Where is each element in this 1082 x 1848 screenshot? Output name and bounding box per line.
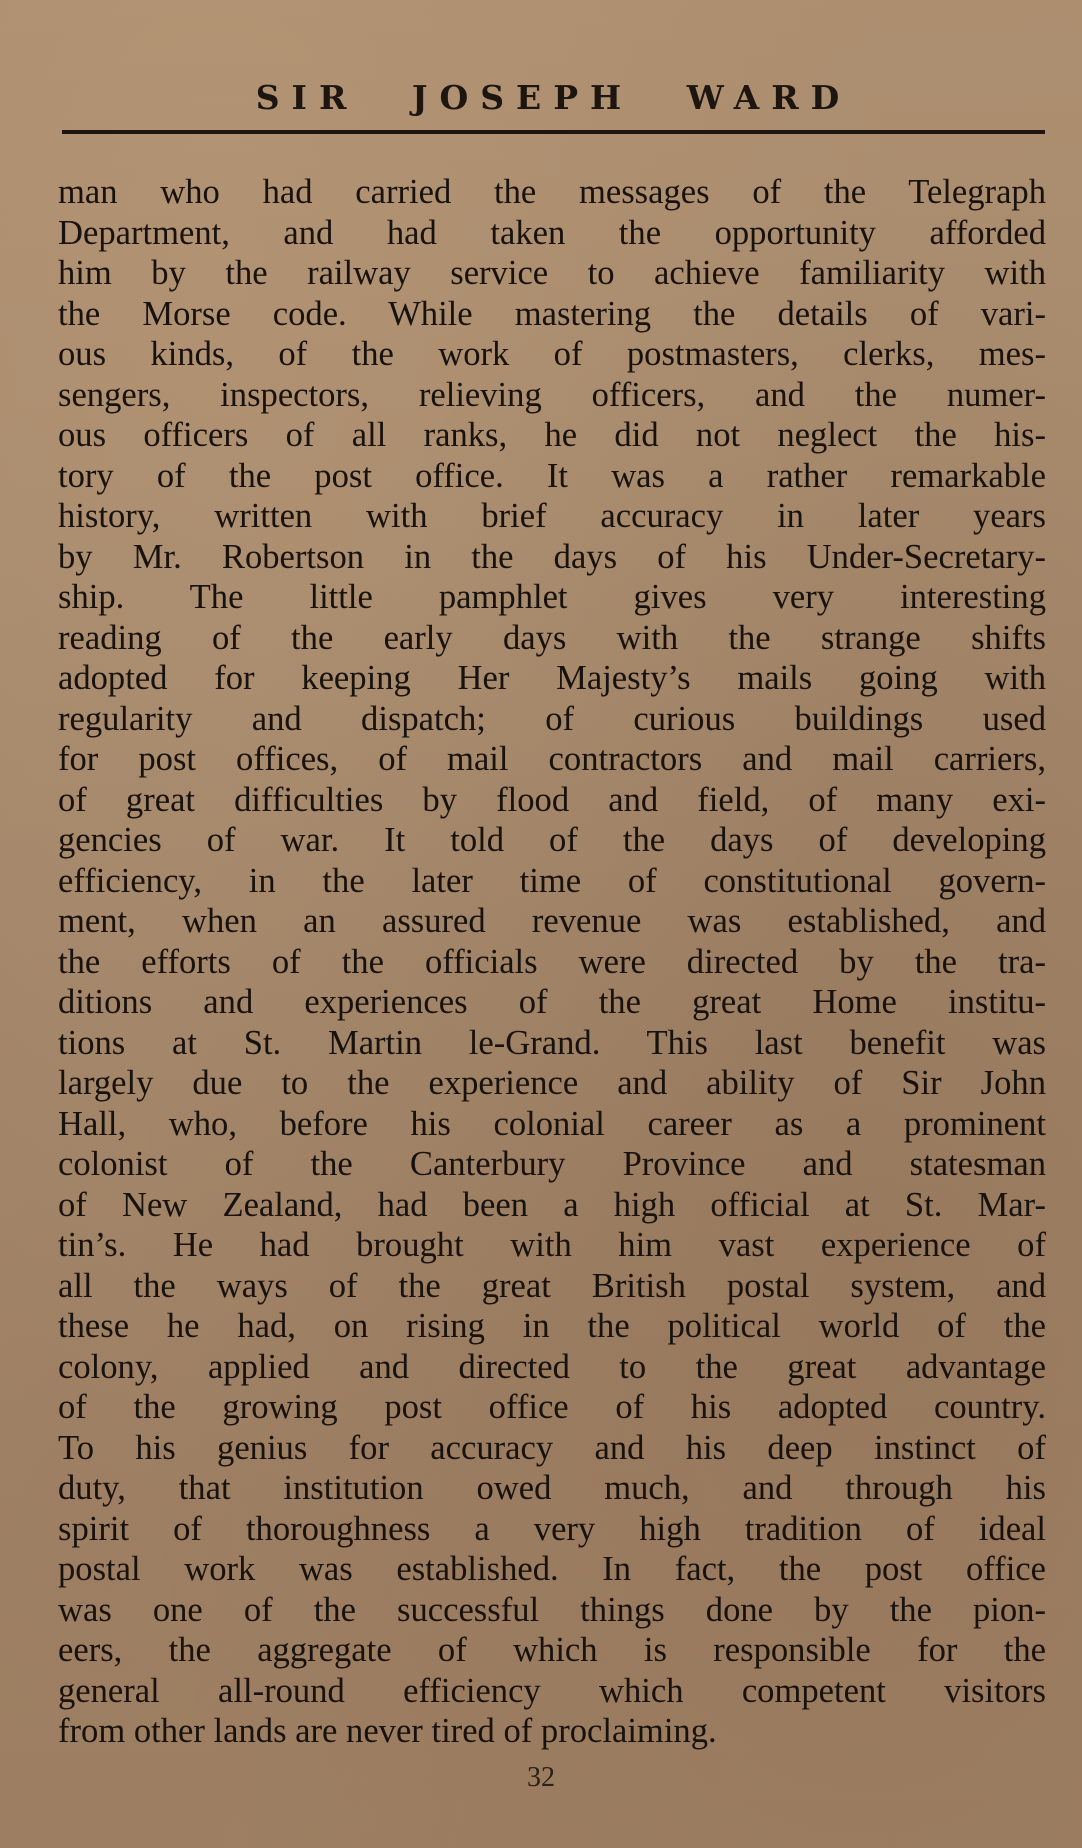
text-line: ment, when an assured revenue was established, and [58, 902, 1046, 940]
text-line: To his genius for accuracy and his deep instinct of [58, 1428, 1046, 1467]
text-line: spirit of thoroughness a very high tradition of ideal [58, 1509, 1046, 1548]
text-line: for post offices, of mail contractors and mail carriers, [58, 740, 1046, 778]
text-line: ship. The little pamphlet gives very interesting [58, 578, 1046, 616]
text-line: him by the railway service to achieve familiarity with [58, 254, 1046, 292]
text-line: tory of the post office. It was a rather remarkable [58, 456, 1046, 495]
text-line: colonist of the Canterbury Province and statesman [58, 1145, 1046, 1183]
text-line: gencies of war. It told of the days of developing [58, 821, 1046, 859]
text-line: was one of the successful things done by the pion- [58, 1590, 1046, 1629]
text-line: general all-round efficiency which competent visitors [58, 1671, 1046, 1710]
text-line: tin’s. He had brought with him vast experience of [58, 1226, 1046, 1264]
header-rule [62, 130, 1045, 134]
text-line: man who had carried the messages of the Telegraph [58, 173, 1046, 211]
text-line: all the ways of the great British postal system, and [58, 1266, 1046, 1305]
text-line: reading of the early days with the strange shifts [58, 618, 1046, 657]
text-line: these he had, on rising in the political world of the [58, 1307, 1046, 1345]
text-line: colony, applied and directed to the great advantage [58, 1347, 1046, 1386]
text-line: the Morse code. While mastering the details of vari- [58, 294, 1046, 333]
text-line: sengers, inspectors, relieving officers, and the numer- [58, 375, 1046, 414]
text-line: history, written with brief accuracy in later years [58, 497, 1046, 535]
text-line: ous officers of all ranks, he did not neglect the his- [58, 416, 1046, 454]
page-number: 32 [527, 1762, 555, 1793]
running-head: SIR JOSEPH WARD [255, 78, 852, 117]
text-line: largely due to the experience and ability of Sir John [58, 1064, 1046, 1102]
text-line: of great difficulties by flood and field, of many exi- [58, 780, 1046, 819]
text-line: tions at St. Martin le-Grand. This last benefit was [58, 1023, 1046, 1062]
text-line: postal work was established. In fact, the post office [58, 1550, 1046, 1588]
body-paragraph [58, 172, 1046, 1752]
text-line: ous kinds, of the work of postmasters, clerks, mes- [58, 335, 1046, 373]
text-line: adopted for keeping Her Majesty’s mails going with [58, 659, 1046, 697]
text-line: efficiency, in the later time of constitutional govern- [58, 861, 1046, 900]
text-line: by Mr. Robertson in the days of his Under-Secretary- [58, 537, 1046, 576]
text-line: eers, the aggregate of which is responsible for the [58, 1631, 1046, 1669]
text-line: Department, and had taken the opportunity afforded [58, 213, 1046, 252]
text-line: the efforts of the officials were directed by the tra- [58, 942, 1046, 981]
text-line: regularity and dispatch; of curious buildings used [58, 699, 1046, 738]
text-line: from other lands are never tired of proclaiming. [58, 1712, 717, 1750]
text-line: Hall, who, before his colonial career as a prominent [58, 1104, 1046, 1143]
text-line: of the growing post office of his adopted country. [58, 1388, 1046, 1426]
text-line: duty, that institution owed much, and through his [58, 1469, 1046, 1507]
text-line: ditions and experiences of the great Home institu- [58, 983, 1046, 1021]
text-line: of New Zealand, had been a high official at St. Mar- [58, 1185, 1046, 1224]
